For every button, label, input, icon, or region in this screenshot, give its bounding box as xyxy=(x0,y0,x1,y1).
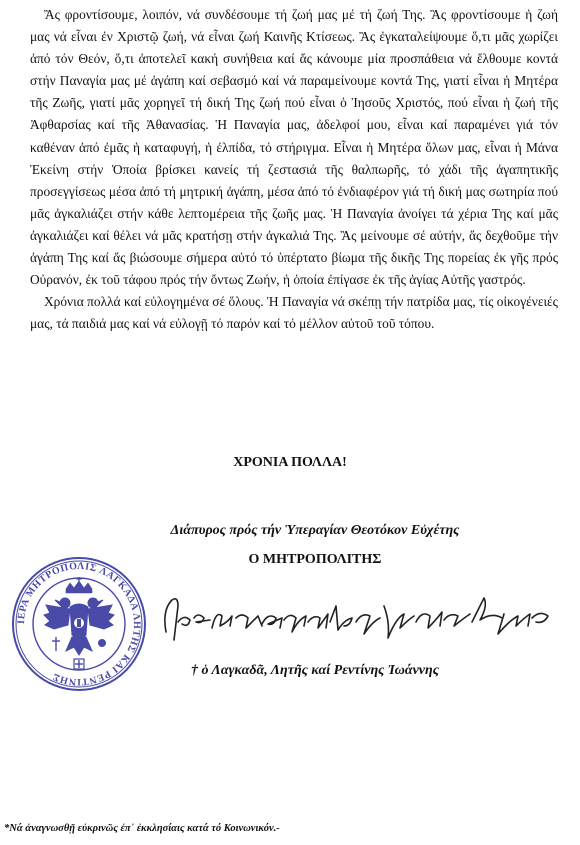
farewell-line: Διάπυρος πρός τήν Ὑπεραγίαν Θεοτόκον Εὐχέτης xyxy=(170,523,460,538)
footnote: *Νά ἀναγνωσθῇ εὐκρινῶς ἐπ᾽ ἐκκλησίαις κατά τό Κοινωνικόν.- xyxy=(4,823,280,834)
seal-ring-text: ΙΕΡΑ ΜΗΤΡΟΠΟΛΙΣ ΛΑΓΚΑΔΑ ΛΗΤΗΣ ΚΑΙ ΡΕΝΤΙΝΗΣ xyxy=(15,560,143,688)
letter-paragraph: Ἂς φροντίσουμε, λοιπόν, νά συνδέσουμε τή ζωή μας μέ τή ζωή Της. Ἂς φροντίσουμε ἡ ζωή μας νά εἶναι ἐν Χριστῷ ζωή, νά εἶναι ζωή Καινῆς Κτίσεως. Ἂς ἐγκαταλείψουμε ὅ,τι μᾶς χωρίζει ἀπό τόν Θεόν, ὅ,τι ἀποτελεῖ κακή συνήθεια καί ἄς κάνουμε μία προσπάθεια νά ἔλθουμε κοντά στήν Παναγία μας μέ ἀγάπη καί σεβασμό καί νά παραμείνουμε κοντά Της, γιατί εἶναι ἡ Μητέρα τῆς Ζωῆς, γιατί μᾶς χορηγεῖ τή δική Της ζωή πού εἶναι ὁ Ἰησοῦς Χριστός, πού εἶναι ἡ ζωή τῆς Ἀφθαρσίας καί τῆς Ἀθανασίας. Ἡ Παναγία μας, ἀδελφοί μου, εἶναι καί παραμένει γιά τόν καθέναν ἀπό ἐμᾶς ἡ καταφυγή, ἡ ἐλπίδα, τό στήριγμα. Εἶναι ἡ Μητέρα ὅλων μας, εἶναι ἡ Μάνα Ἐκείνη στήν Ὁποία βρίσκει κανείς τή ζεστασιά τῆς θαλπωρῆς, τό χάδι τῆς ἀγαπητικῆς προσεγγίσεως μέσα ἀπό τή μητρική ἀγάπη, μέσα ἀπό τό ἐνδιαφέρον γιά τή δική μας σωτηρία πού μᾶς ἀγκαλιάζει στήν κάθε λεπτομέρεια τῆς ζωῆς μας. Ἡ Παναγία ἀνοίγει τά χέρια Της καί μᾶς ἀγκαλιάζει καί θέλει νά μᾶς κρατήσῃ στήν ἀγκαλιά Της. Ἂς μείνουμε σέ αὐτήν, ἄς δεχθοῦμε τήν ἀγάπη Της καί ἄς βιώσουμε σήμερα αὐτό τό ὑπέρτατο βίωμα τῆς δικῆς Της πορείας ἐκ γῆς πρός Οὐρανόν, ἐκ τοῦ τάφου πρός τήν ὄντως Ζωήν, ἡ ὁποία ἐπίγασε ἐκ τῆς ἁγίας Αὐτῆς γαστρός. xyxy=(30,7,558,288)
letter-body xyxy=(30,4,558,335)
signature-text: Ὁ Λαγκαδᾶ, Λητῆς καί Ρεντίνης Ἰωάννης xyxy=(158,579,426,596)
handwritten-signature xyxy=(158,579,560,648)
office-title: Ο ΜΗΤΡΟΠΟΛΙΤΗΣ xyxy=(248,552,382,567)
letter-paragraph: Χρόνια πολλά καί εὐλογημένα σέ ὅλους. Ἡ Παναγία νά σκέπῃ τήν πατρίδα μας, τίς οἰκογένειές μας, τά παιδιά μας καί νά εὐλογῇ τό παρόν καί τό μέλλον αὐτοῦ τοῦ τόπου. xyxy=(30,294,558,332)
greeting-heading: ΧΡΟΝΙΑ ΠΟΛΛΑ! xyxy=(233,455,347,470)
signer-name: † ὁ Λαγκαδᾶ, Λητῆς καί Ρεντίνης Ἰωάννης xyxy=(191,663,439,678)
